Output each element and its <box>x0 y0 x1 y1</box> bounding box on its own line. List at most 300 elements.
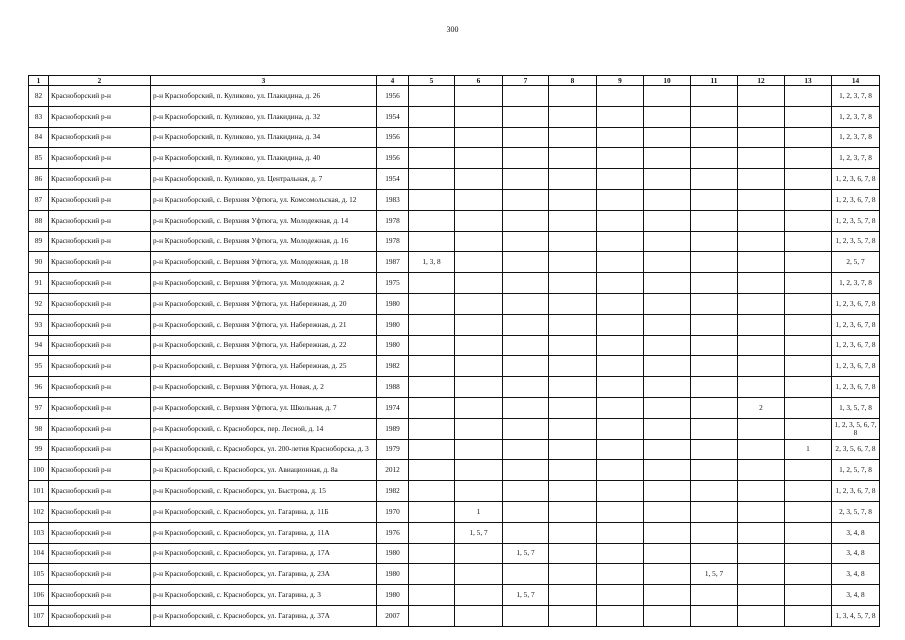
cell-col-10 <box>644 543 691 564</box>
cell-col-10 <box>644 210 691 231</box>
cell-col-12 <box>738 293 785 314</box>
column-header-11: 11 <box>691 76 738 86</box>
column-header-6: 6 <box>455 76 503 86</box>
cell-col-13 <box>785 273 832 294</box>
cell-col-5 <box>409 335 455 356</box>
cell-col-11 <box>691 210 738 231</box>
cell-col-12 <box>738 377 785 398</box>
cell-col-12 <box>738 252 785 273</box>
cell-col-5 <box>409 481 455 502</box>
cell-col-13 <box>785 189 832 210</box>
cell-col-8 <box>549 481 597 502</box>
cell-col-10 <box>644 397 691 418</box>
cell-year: 1954 <box>377 169 409 190</box>
cell-col-8 <box>549 605 597 626</box>
cell-year: 1982 <box>377 481 409 502</box>
cell-col-14: 1, 2, 3, 7, 8 <box>832 106 880 127</box>
cell-district: Красноборский р-н <box>49 564 151 585</box>
cell-col-5 <box>409 377 455 398</box>
cell-col-9 <box>597 377 644 398</box>
cell-number: 106 <box>29 585 49 606</box>
cell-col-13 <box>785 356 832 377</box>
table-row <box>29 127 880 148</box>
cell-address: р-н Красноборский, с. Верхняя Уфтюга, ул. Комсомольская, д. 12 <box>151 189 377 210</box>
table-row <box>29 314 880 335</box>
cell-col-10 <box>644 418 691 439</box>
cell-col-5 <box>409 293 455 314</box>
cell-col-8 <box>549 377 597 398</box>
cell-col-8 <box>549 418 597 439</box>
cell-col-6 <box>455 377 503 398</box>
cell-col-9 <box>597 169 644 190</box>
cell-col-8 <box>549 585 597 606</box>
cell-col-6: 1 <box>455 501 503 522</box>
table-row <box>29 543 880 564</box>
cell-col-8 <box>549 127 597 148</box>
cell-col-8 <box>549 106 597 127</box>
cell-col-14: 1, 2, 3, 6, 7, 8 <box>832 335 880 356</box>
table-row <box>29 460 880 481</box>
cell-col-14: 1, 2, 3, 7, 8 <box>832 86 880 107</box>
cell-col-9 <box>597 106 644 127</box>
cell-col-7 <box>503 605 549 626</box>
cell-col-9 <box>597 605 644 626</box>
cell-col-11 <box>691 501 738 522</box>
cell-district: Красноборский р-н <box>49 481 151 502</box>
cell-address: р-н Красноборский, с. Верхняя Уфтюга, ул. Набережная, д. 22 <box>151 335 377 356</box>
cell-col-10 <box>644 460 691 481</box>
cell-col-8 <box>549 564 597 585</box>
cell-col-5 <box>409 522 455 543</box>
cell-year: 1982 <box>377 356 409 377</box>
cell-district: Красноборский р-н <box>49 314 151 335</box>
cell-address: р-н Красноборский, с. Красноборск, ул. Гагарина, д. 17А <box>151 543 377 564</box>
cell-col-13 <box>785 86 832 107</box>
cell-col-5: 1, 3, 8 <box>409 252 455 273</box>
cell-address: р-н Красноборский, с. Красноборск, ул. Гагарина, д. 3 <box>151 585 377 606</box>
table-row <box>29 210 880 231</box>
table-row <box>29 585 880 606</box>
cell-col-6: 1, 5, 7 <box>455 522 503 543</box>
cell-col-5 <box>409 231 455 252</box>
cell-col-7 <box>503 189 549 210</box>
cell-col-12: 2 <box>738 397 785 418</box>
cell-col-11 <box>691 418 738 439</box>
cell-col-12 <box>738 148 785 169</box>
cell-year: 1988 <box>377 377 409 398</box>
cell-col-6 <box>455 585 503 606</box>
cell-col-12 <box>738 501 785 522</box>
cell-year: 1975 <box>377 273 409 294</box>
cell-number: 90 <box>29 252 49 273</box>
cell-col-14: 1, 2, 3, 7, 8 <box>832 148 880 169</box>
cell-number: 84 <box>29 127 49 148</box>
cell-col-9 <box>597 273 644 294</box>
table-row <box>29 397 880 418</box>
cell-col-8 <box>549 543 597 564</box>
cell-col-6 <box>455 127 503 148</box>
cell-col-9 <box>597 189 644 210</box>
cell-col-14: 1, 2, 3, 7, 8 <box>832 127 880 148</box>
cell-col-7 <box>503 252 549 273</box>
cell-col-9 <box>597 356 644 377</box>
cell-col-14: 3, 4, 8 <box>832 564 880 585</box>
cell-col-11 <box>691 252 738 273</box>
cell-col-14: 1, 2, 3, 6, 7, 8 <box>832 169 880 190</box>
column-header-10: 10 <box>644 76 691 86</box>
cell-col-9 <box>597 231 644 252</box>
cell-col-6 <box>455 231 503 252</box>
cell-district: Красноборский р-н <box>49 148 151 169</box>
cell-col-11 <box>691 314 738 335</box>
cell-col-7 <box>503 460 549 481</box>
cell-col-7 <box>503 314 549 335</box>
cell-col-9 <box>597 418 644 439</box>
cell-col-6 <box>455 189 503 210</box>
cell-col-6 <box>455 293 503 314</box>
cell-year: 1956 <box>377 148 409 169</box>
cell-number: 88 <box>29 210 49 231</box>
cell-number: 87 <box>29 189 49 210</box>
column-header-2: 2 <box>49 76 151 86</box>
cell-col-10 <box>644 335 691 356</box>
cell-year: 1980 <box>377 335 409 356</box>
cell-col-14: 3, 4, 8 <box>832 522 880 543</box>
cell-col-7 <box>503 293 549 314</box>
cell-col-13 <box>785 106 832 127</box>
cell-address: р-н Красноборский, с. Верхняя Уфтюга, ул. Новая, д. 2 <box>151 377 377 398</box>
cell-col-5 <box>409 418 455 439</box>
cell-district: Красноборский р-н <box>49 252 151 273</box>
cell-number: 103 <box>29 522 49 543</box>
table-row <box>29 377 880 398</box>
cell-col-14: 2, 5, 7 <box>832 252 880 273</box>
cell-col-12 <box>738 273 785 294</box>
cell-col-9 <box>597 210 644 231</box>
cell-col-11 <box>691 231 738 252</box>
cell-address: р-н Красноборский, с. Верхняя Уфтюга, ул. Набережная, д. 21 <box>151 314 377 335</box>
cell-address: р-н Красноборский, п. Куликово, ул. Плакидина, д. 34 <box>151 127 377 148</box>
cell-number: 96 <box>29 377 49 398</box>
cell-col-12 <box>738 356 785 377</box>
column-header-12: 12 <box>738 76 785 86</box>
cell-col-13 <box>785 564 832 585</box>
cell-col-14: 1, 2, 3, 6, 7, 8 <box>832 293 880 314</box>
cell-district: Красноборский р-н <box>49 522 151 543</box>
cell-col-5 <box>409 543 455 564</box>
column-header-5: 5 <box>409 76 455 86</box>
cell-district: Красноборский р-н <box>49 231 151 252</box>
cell-col-12 <box>738 106 785 127</box>
cell-address: р-н Красноборский, с. Верхняя Уфтюга, ул. Молодежная, д. 18 <box>151 252 377 273</box>
cell-col-10 <box>644 564 691 585</box>
cell-number: 100 <box>29 460 49 481</box>
cell-col-6 <box>455 86 503 107</box>
cell-col-12 <box>738 460 785 481</box>
cell-col-8 <box>549 252 597 273</box>
cell-number: 82 <box>29 86 49 107</box>
cell-col-11 <box>691 543 738 564</box>
cell-number: 104 <box>29 543 49 564</box>
cell-col-9 <box>597 460 644 481</box>
cell-col-10 <box>644 356 691 377</box>
cell-year: 1987 <box>377 252 409 273</box>
cell-col-13 <box>785 377 832 398</box>
cell-col-10 <box>644 189 691 210</box>
cell-col-12 <box>738 605 785 626</box>
cell-col-7 <box>503 148 549 169</box>
cell-col-11 <box>691 460 738 481</box>
cell-col-14: 1, 2, 3, 6, 7, 8 <box>832 314 880 335</box>
cell-col-14: 1, 3, 4, 5, 7, 8 <box>832 605 880 626</box>
cell-col-14: 2, 3, 5, 6, 7, 8 <box>832 439 880 460</box>
cell-col-10 <box>644 293 691 314</box>
cell-col-11 <box>691 127 738 148</box>
cell-col-9 <box>597 543 644 564</box>
cell-address: р-н Красноборский, с. Красноборск, ул. Авиационная, д. 8а <box>151 460 377 481</box>
cell-col-8 <box>549 148 597 169</box>
cell-col-7 <box>503 210 549 231</box>
cell-col-9 <box>597 252 644 273</box>
cell-col-5 <box>409 106 455 127</box>
cell-col-14: 1, 2, 3, 6, 7, 8 <box>832 356 880 377</box>
table-row <box>29 148 880 169</box>
cell-year: 1956 <box>377 86 409 107</box>
cell-address: р-н Красноборский, п. Куликово, ул. Центральная, д. 7 <box>151 169 377 190</box>
cell-col-8 <box>549 273 597 294</box>
cell-year: 1980 <box>377 543 409 564</box>
cell-number: 102 <box>29 501 49 522</box>
table-row <box>29 481 880 502</box>
cell-col-9 <box>597 585 644 606</box>
cell-col-11 <box>691 293 738 314</box>
cell-district: Красноборский р-н <box>49 169 151 190</box>
cell-col-12 <box>738 481 785 502</box>
cell-col-6 <box>455 335 503 356</box>
table-row <box>29 439 880 460</box>
cell-address: р-н Красноборский, с. Верхняя Уфтюга, ул. Школьная, д. 7 <box>151 397 377 418</box>
cell-col-11 <box>691 585 738 606</box>
cell-col-12 <box>738 543 785 564</box>
cell-address: р-н Красноборский, с. Верхняя Уфтюга, ул. Молодежная, д. 2 <box>151 273 377 294</box>
cell-col-12 <box>738 127 785 148</box>
cell-number: 107 <box>29 605 49 626</box>
cell-col-9 <box>597 439 644 460</box>
table-row <box>29 106 880 127</box>
cell-col-5 <box>409 356 455 377</box>
cell-col-13 <box>785 501 832 522</box>
table-row <box>29 293 880 314</box>
cell-district: Красноборский р-н <box>49 377 151 398</box>
cell-number: 94 <box>29 335 49 356</box>
cell-col-5 <box>409 397 455 418</box>
cell-col-5 <box>409 314 455 335</box>
cell-address: р-н Красноборский, с. Красноборск, ул. 200-летия Красноборска, д. 3 <box>151 439 377 460</box>
cell-col-12 <box>738 231 785 252</box>
cell-number: 89 <box>29 231 49 252</box>
cell-col-7 <box>503 127 549 148</box>
table-row <box>29 418 880 439</box>
cell-col-13 <box>785 252 832 273</box>
cell-col-5 <box>409 439 455 460</box>
cell-col-11 <box>691 481 738 502</box>
cell-col-13 <box>785 418 832 439</box>
cell-number: 99 <box>29 439 49 460</box>
cell-col-8 <box>549 501 597 522</box>
cell-year: 1983 <box>377 189 409 210</box>
cell-address: р-н Красноборский, с. Красноборск, ул. Гагарина, д. 23А <box>151 564 377 585</box>
cell-year: 1976 <box>377 522 409 543</box>
cell-col-9 <box>597 397 644 418</box>
cell-col-6 <box>455 210 503 231</box>
cell-col-9 <box>597 148 644 169</box>
cell-number: 98 <box>29 418 49 439</box>
cell-col-11 <box>691 522 738 543</box>
cell-district: Красноборский р-н <box>49 189 151 210</box>
cell-col-7 <box>503 377 549 398</box>
cell-col-7: 1, 5, 7 <box>503 585 549 606</box>
cell-col-10 <box>644 501 691 522</box>
cell-number: 92 <box>29 293 49 314</box>
cell-col-6 <box>455 418 503 439</box>
cell-district: Красноборский р-н <box>49 106 151 127</box>
cell-col-13 <box>785 585 832 606</box>
cell-col-5 <box>409 501 455 522</box>
cell-district: Красноборский р-н <box>49 439 151 460</box>
cell-col-13 <box>785 460 832 481</box>
cell-col-7 <box>503 564 549 585</box>
cell-col-9 <box>597 522 644 543</box>
cell-col-9 <box>597 293 644 314</box>
cell-address: р-н Красноборский, с. Красноборск, ул. Быстрова, д. 15 <box>151 481 377 502</box>
cell-col-6 <box>455 543 503 564</box>
cell-district: Красноборский р-н <box>49 293 151 314</box>
cell-col-13 <box>785 148 832 169</box>
cell-col-6 <box>455 106 503 127</box>
cell-col-10 <box>644 605 691 626</box>
cell-col-9 <box>597 127 644 148</box>
cell-col-10 <box>644 127 691 148</box>
cell-district: Красноборский р-н <box>49 210 151 231</box>
cell-col-13 <box>785 335 832 356</box>
cell-col-11 <box>691 335 738 356</box>
cell-col-6 <box>455 273 503 294</box>
cell-col-6 <box>455 397 503 418</box>
header-row <box>29 76 880 86</box>
table-row <box>29 189 880 210</box>
cell-col-12 <box>738 169 785 190</box>
cell-col-10 <box>644 252 691 273</box>
cell-address: р-н Красноборский, п. Куликово, ул. Плакидина, д. 26 <box>151 86 377 107</box>
cell-number: 86 <box>29 169 49 190</box>
cell-col-7 <box>503 418 549 439</box>
cell-col-13 <box>785 314 832 335</box>
cell-col-13 <box>785 543 832 564</box>
cell-col-8 <box>549 293 597 314</box>
cell-district: Красноборский р-н <box>49 397 151 418</box>
cell-col-13 <box>785 127 832 148</box>
cell-col-9 <box>597 564 644 585</box>
cell-year: 1974 <box>377 397 409 418</box>
cell-col-10 <box>644 522 691 543</box>
cell-col-6 <box>455 439 503 460</box>
cell-address: р-н Красноборский, с. Верхняя Уфтюга, ул. Набережная, д. 25 <box>151 356 377 377</box>
cell-col-11 <box>691 377 738 398</box>
cell-col-5 <box>409 605 455 626</box>
cell-year: 1956 <box>377 127 409 148</box>
cell-col-6 <box>455 605 503 626</box>
cell-number: 85 <box>29 148 49 169</box>
cell-col-8 <box>549 335 597 356</box>
cell-col-8 <box>549 210 597 231</box>
cell-col-9 <box>597 335 644 356</box>
column-header-13: 13 <box>785 76 832 86</box>
cell-col-6 <box>455 314 503 335</box>
column-header-3: 3 <box>151 76 377 86</box>
cell-year: 1970 <box>377 501 409 522</box>
cell-col-12 <box>738 189 785 210</box>
cell-col-7 <box>503 231 549 252</box>
column-header-1: 1 <box>29 76 49 86</box>
cell-number: 101 <box>29 481 49 502</box>
cell-col-13 <box>785 210 832 231</box>
cell-col-6 <box>455 169 503 190</box>
cell-col-7 <box>503 481 549 502</box>
cell-col-13 <box>785 522 832 543</box>
cell-col-8 <box>549 460 597 481</box>
cell-address: р-н Красноборский, п. Куликово, ул. Плакидина, д. 32 <box>151 106 377 127</box>
cell-year: 2007 <box>377 605 409 626</box>
table-row <box>29 169 880 190</box>
cell-col-8 <box>549 86 597 107</box>
cell-address: р-н Красноборский, с. Красноборск, ул. Гагарина, д. 37А <box>151 605 377 626</box>
cell-number: 95 <box>29 356 49 377</box>
cell-year: 1954 <box>377 106 409 127</box>
cell-col-8 <box>549 189 597 210</box>
cell-district: Красноборский р-н <box>49 543 151 564</box>
cell-col-9 <box>597 86 644 107</box>
cell-col-11 <box>691 189 738 210</box>
cell-col-14: 1, 3, 5, 7, 8 <box>832 397 880 418</box>
cell-col-7 <box>503 356 549 377</box>
cell-year: 1980 <box>377 293 409 314</box>
cell-col-12 <box>738 439 785 460</box>
table-row <box>29 522 880 543</box>
cell-col-6 <box>455 481 503 502</box>
cell-year: 1978 <box>377 210 409 231</box>
cell-col-11 <box>691 397 738 418</box>
cell-col-5 <box>409 460 455 481</box>
table-row <box>29 273 880 294</box>
cell-col-10 <box>644 231 691 252</box>
cell-col-5 <box>409 169 455 190</box>
cell-col-7 <box>503 522 549 543</box>
cell-district: Красноборский р-н <box>49 460 151 481</box>
cell-col-6 <box>455 252 503 273</box>
cell-col-11 <box>691 148 738 169</box>
table-row <box>29 564 880 585</box>
cell-col-10 <box>644 585 691 606</box>
cell-number: 91 <box>29 273 49 294</box>
cell-district: Красноборский р-н <box>49 585 151 606</box>
cell-col-12 <box>738 564 785 585</box>
cell-col-11 <box>691 106 738 127</box>
cell-col-11 <box>691 356 738 377</box>
cell-col-10 <box>644 86 691 107</box>
cell-col-10 <box>644 169 691 190</box>
table-row <box>29 605 880 626</box>
cell-col-10 <box>644 106 691 127</box>
